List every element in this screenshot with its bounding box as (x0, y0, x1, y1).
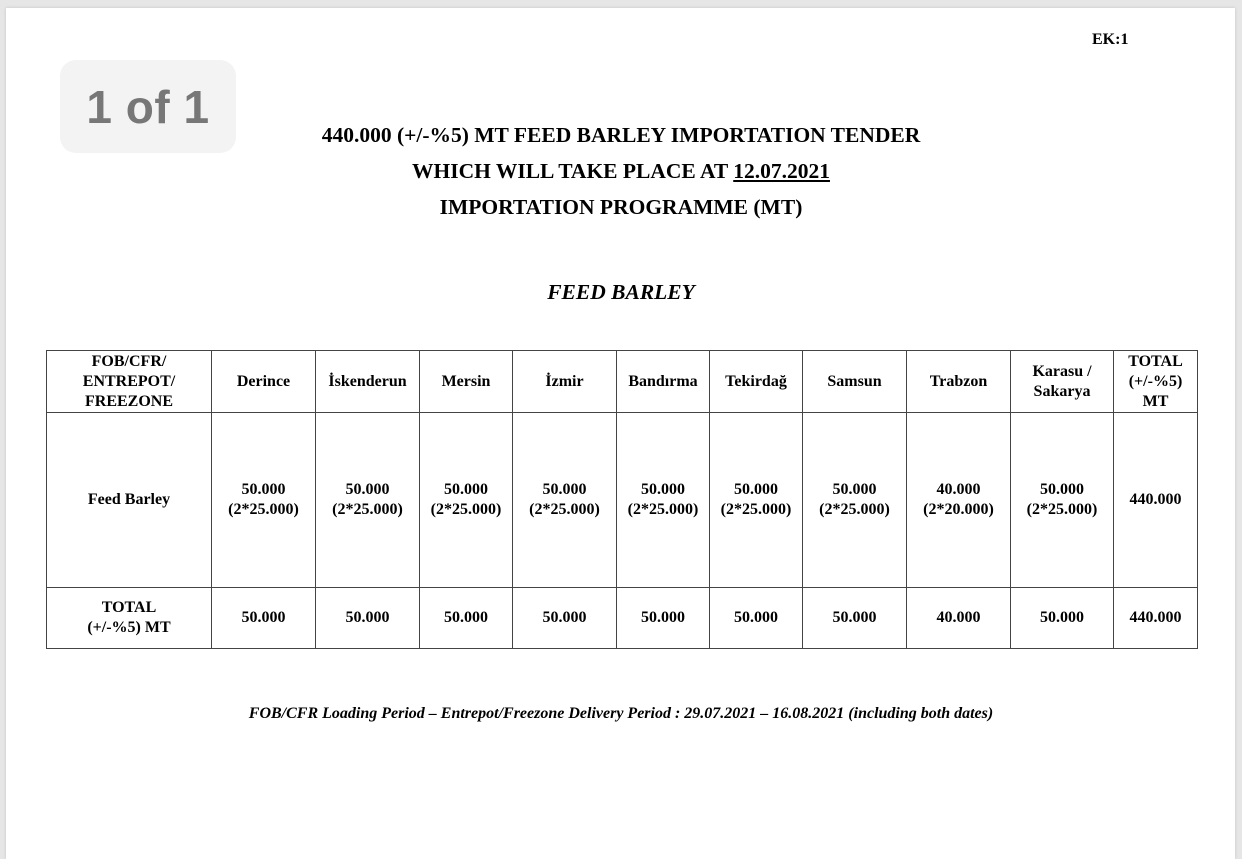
port-header-cell: Karasu / Sakarya (1011, 351, 1114, 413)
total-header-cell: TOTAL (+/-%5) MT (1114, 351, 1198, 413)
port-header-cell: Samsun (803, 351, 907, 413)
table-total-row (47, 588, 1198, 649)
quantity-cell: 50.000 (2*25.000) (803, 413, 907, 588)
total-cell: 50.000 (710, 588, 803, 649)
title-line-1: 440.000 (+/-%5) MT FEED BARLEY IMPORTATION TENDER (321, 123, 921, 147)
port-header-cell: Tekirdağ (710, 351, 803, 413)
quantity-cell: 50.000 (2*25.000) (617, 413, 710, 588)
quantity-cell: 50.000 (2*25.000) (420, 413, 513, 588)
total-cell: 50.000 (513, 588, 617, 649)
quantity-cell: 40.000 (2*20.000) (907, 413, 1011, 588)
port-header-cell: Bandırma (617, 351, 710, 413)
total-cell: 50.000 (803, 588, 907, 649)
table-row (47, 413, 1198, 588)
annex-label: EK:1 (1092, 31, 1129, 48)
row-label-cell: TOTAL (+/-%5) MT (47, 588, 212, 649)
quantity-cell: 50.000 (2*25.000) (316, 413, 420, 588)
delivery-period-note: FOB/CFR Loading Period – Entrepot/Freezone Delivery Period : 29.07.2021 – 16.08.2021 (including both dates) (248, 705, 994, 722)
total-cell: 50.000 (212, 588, 316, 649)
port-header-cell: İskenderun (316, 351, 420, 413)
quantity-cell: 50.000 (2*25.000) (710, 413, 803, 588)
tender-date: 12.07.2021 (733, 159, 830, 183)
total-cell: 50.000 (1011, 588, 1114, 649)
importation-programme-table (46, 350, 1198, 649)
port-header-cell: Derince (212, 351, 316, 413)
title-line-3: IMPORTATION PROGRAMME (MT) (439, 195, 803, 219)
document-title (0, 117, 1242, 225)
port-header-cell: Mersin (420, 351, 513, 413)
port-header-cell: İzmir (513, 351, 617, 413)
row-label-cell: Feed Barley (47, 413, 212, 588)
title-line-2 (0, 153, 1242, 189)
table-header-row (47, 351, 1198, 413)
quantity-cell: 50.000 (2*25.000) (212, 413, 316, 588)
page-indicator: 1 of 1 (60, 60, 236, 153)
row-total-cell: 440.000 (1114, 413, 1198, 588)
title-line-2-prefix: WHICH WILL TAKE PLACE AT (412, 159, 734, 183)
total-cell: 50.000 (420, 588, 513, 649)
corner-header-cell: FOB/CFR/ ENTREPOT/ FREEZONE (47, 351, 212, 413)
total-cell: 50.000 (316, 588, 420, 649)
section-subtitle: FEED BARLEY (547, 280, 695, 304)
quantity-cell: 50.000 (2*25.000) (1011, 413, 1114, 588)
grand-total-cell: 440.000 (1114, 588, 1198, 649)
port-header-cell: Trabzon (907, 351, 1011, 413)
total-cell: 50.000 (617, 588, 710, 649)
quantity-cell: 50.000 (2*25.000) (513, 413, 617, 588)
total-cell: 40.000 (907, 588, 1011, 649)
